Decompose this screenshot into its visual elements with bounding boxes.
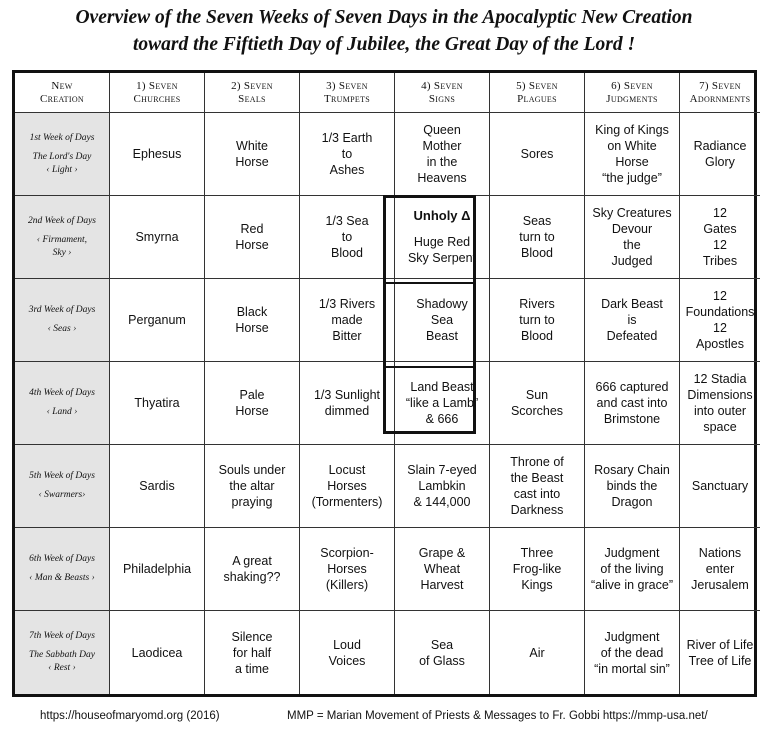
table-cell: Air [490, 611, 585, 694]
table-cell: Locust Horses (Tormenters) [300, 445, 395, 528]
table-cell: Seas turn to Blood [490, 196, 585, 279]
table-cell: Sanctuary [680, 445, 760, 528]
week-sublabel: ‹ Firmament, Sky › [36, 234, 88, 258]
week-sublabel: ‹ Man & Beasts › [29, 573, 95, 583]
table-cell [395, 196, 490, 279]
table-cell: Slain 7-eyed Lambkin & 144,000 [395, 445, 490, 528]
table-cell: Laodicea [110, 611, 205, 694]
column-header-4: 4) Seven Signs [395, 73, 490, 113]
table-cell: Nations enter Jerusalem [680, 528, 760, 611]
table-cell: King of Kings on White Horse “the judge” [585, 113, 680, 196]
footer-note: MMP = Marian Movement of Priests & Messages to Fr. Gobbi https://mmp-usa.net/ [287, 710, 708, 722]
table-cell: Sea of Glass [395, 611, 490, 694]
table-cell: Ephesus [110, 113, 205, 196]
table-cell: Grape & Wheat Harvest [395, 528, 490, 611]
column-header-6: 6) Seven Judgments [585, 73, 680, 113]
column-header-3: 3) Seven Trumpets [300, 73, 395, 113]
table-cell: Radiance Glory [680, 113, 760, 196]
week-sublabel: ‹ Land › [46, 407, 78, 417]
table-cell: 12 Gates 12 Tribes [680, 196, 760, 279]
week-label: 1st Week of Days [29, 132, 95, 143]
title-line-1: Overview of the Seven Weeks of Seven Days in the Apocalyptic New Creation [75, 7, 693, 28]
table-cell: Scorpion- Horses (Killers) [300, 528, 395, 611]
week-sublabel: ‹ Seas › [47, 324, 77, 334]
row-header-week-6 [15, 528, 110, 611]
table-cell: 12 Stadia Dimensions into outer space [680, 362, 760, 445]
week-sublabel: The Sabbath Day ‹ Rest › [29, 650, 95, 673]
table-cell: 12 Foundations 12 Apostles [680, 279, 760, 362]
table-cell: Judgment of the living “alive in grace” [585, 528, 680, 611]
table-cell: Silence for half a time [205, 611, 300, 694]
column-header-5: 5) Seven Plagues [490, 73, 585, 113]
table-cell: Black Horse [205, 279, 300, 362]
week-label: 4th Week of Days [29, 388, 95, 398]
table-cell: Smyrna [110, 196, 205, 279]
row-header-week-1 [15, 113, 110, 196]
table-cell: Three Frog-like Kings [490, 528, 585, 611]
table-cell: Pale Horse [205, 362, 300, 445]
table-cell: White Horse [205, 113, 300, 196]
table-cell: Dark Beast is Defeated [585, 279, 680, 362]
table-cell: Rivers turn to Blood [490, 279, 585, 362]
overview-table [12, 70, 757, 697]
table-cell: Perganum [110, 279, 205, 362]
week-sublabel: ‹ Swarmers› [38, 490, 86, 500]
table-cell: Loud Voices [300, 611, 395, 694]
week-label: 3rd Week of Days [28, 305, 96, 315]
page-title [0, 4, 768, 58]
table-cell: Rosary Chain binds the Dragon [585, 445, 680, 528]
table-cell: 666 captured and cast into Brimstone [585, 362, 680, 445]
week-label: 2nd Week of Days [28, 215, 96, 226]
table-cell: 1/3 Sea to Blood [300, 196, 395, 279]
row-header-week-3 [15, 279, 110, 362]
table-cell: Sun Scorches [490, 362, 585, 445]
week-label: 5th Week of Days [29, 471, 95, 481]
table-cell: Judgment of the dead “in mortal sin” [585, 611, 680, 694]
table-cell: A great shaking?? [205, 528, 300, 611]
row-header-week-7 [15, 611, 110, 694]
table-cell: Sores [490, 113, 585, 196]
table-cell: Souls under the altar praying [205, 445, 300, 528]
table-cell: Shadowy Sea Beast [395, 279, 490, 362]
row-header-week-2 [15, 196, 110, 279]
table-cell: Land Beast “like a Lamb” & 666 [395, 362, 490, 445]
week-label: 7th Week of Days [29, 631, 95, 641]
table-cell: Thyatira [110, 362, 205, 445]
sign-text: Huge Red Sky Serpent [407, 235, 477, 265]
table-cell: 1/3 Sunlight dimmed [300, 362, 395, 445]
table-cell: River of Life Tree of Life [686, 637, 754, 668]
column-header-7: 7) Seven Adornments [680, 73, 760, 113]
column-header-0: New Creation [15, 73, 110, 113]
row-header-week-4 [15, 362, 110, 445]
table-cell: Sardis [110, 445, 205, 528]
table-cell: Philadelphia [110, 528, 205, 611]
week-label: 6th Week of Days [29, 554, 95, 564]
table-cell: Queen Mother in the Heavens [395, 113, 490, 196]
table-cell: 1/3 Earth to Ashes [300, 113, 395, 196]
table-cell: Throne of the Beast cast into Darkness [490, 445, 585, 528]
table-cell: Red Horse [205, 196, 300, 279]
week-sublabel: The Lord's Day ‹ Light › [32, 151, 92, 175]
row-header-week-5 [15, 445, 110, 528]
table-cell: 1/3 Rivers made Bitter [300, 279, 395, 362]
column-header-1: 1) Seven Churches [110, 73, 205, 113]
footer-source: https://houseofmaryomd.org (2016) [40, 710, 220, 722]
title-line-2: toward the Fiftieth Day of Jubilee, the Great Day of the Lord ! [132, 34, 636, 55]
table-cell: Sky Creatures Devour the Judged [585, 196, 680, 279]
column-header-2: 2) Seven Seals [205, 73, 300, 113]
sign-heading: Unholy Δ [413, 208, 471, 223]
